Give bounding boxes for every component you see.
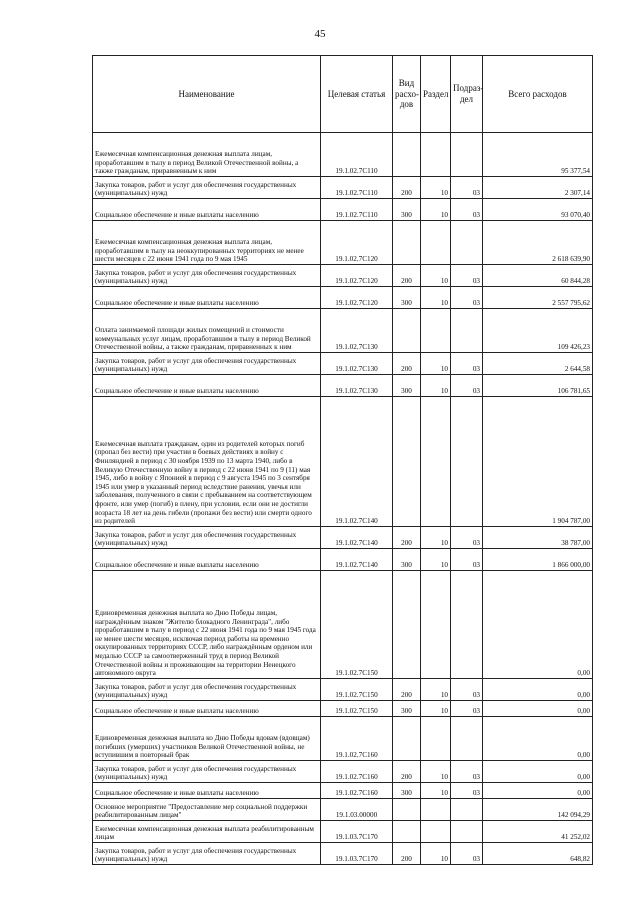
cell-total: 2 557 795,62 xyxy=(483,287,593,309)
cell-section: 10 xyxy=(421,375,451,397)
cell-name: Ежемесячная компенсационная денежная выплата лицам, проработавшим в тылу на неоккупированных территориях не менее шести месяцев с 22 июня 1941 года по 9 мая 1945 xyxy=(93,221,321,265)
cell-expense-type: 300 xyxy=(393,783,421,799)
cell-target-article: 19.1.02.7C130 xyxy=(321,353,393,375)
cell-total: 0,00 xyxy=(483,701,593,717)
cell-name: Закупка товаров, работ и услуг для обеспечения государственных (муниципальных) нужд xyxy=(93,353,321,375)
table-body xyxy=(93,133,593,865)
cell-total: 109 426,23 xyxy=(483,309,593,353)
cell-total: 2 618 639,90 xyxy=(483,221,593,265)
cell-target-article: 19.1.02.7C150 xyxy=(321,571,393,679)
cell-name: Социальное обеспечение и иные выплаты населению xyxy=(93,701,321,717)
cell-target-article: 19.1.02.7C110 xyxy=(321,133,393,177)
table-row xyxy=(93,199,593,221)
cell-target-article: 19.1.02.7C140 xyxy=(321,549,393,571)
table-row xyxy=(93,679,593,701)
cell-subsection: 03 xyxy=(451,549,483,571)
header-expense-type: Вид расхо-дов xyxy=(393,56,421,133)
table-row xyxy=(93,265,593,287)
cell-expense-type: 300 xyxy=(393,287,421,309)
cell-section: 10 xyxy=(421,199,451,221)
cell-subsection xyxy=(451,309,483,353)
header-name: Наименование xyxy=(93,56,321,133)
cell-total: 0,00 xyxy=(483,679,593,701)
header-target-article: Целевая статья xyxy=(321,56,393,133)
cell-name: Оплата занимаемой площади жилых помещений и стоимости коммунальных услуг лицам, проработавшим в тылу в период Великой Отечественной войны, а также гражданам, приравненных к ним xyxy=(93,309,321,353)
cell-subsection xyxy=(451,799,483,821)
cell-section: 10 xyxy=(421,783,451,799)
page-number: 45 xyxy=(314,28,326,40)
cell-total: 0,00 xyxy=(483,717,593,761)
cell-target-article: 19.1.02.7C160 xyxy=(321,783,393,799)
cell-total: 1 904 787,00 xyxy=(483,397,593,527)
cell-expense-type: 200 xyxy=(393,679,421,701)
cell-expense-type xyxy=(393,309,421,353)
table-row xyxy=(93,287,593,309)
cell-expense-type xyxy=(393,799,421,821)
cell-target-article: 19.1.02.7C110 xyxy=(321,199,393,221)
cell-subsection: 03 xyxy=(451,177,483,199)
cell-section xyxy=(421,571,451,679)
cell-expense-type: 300 xyxy=(393,549,421,571)
cell-subsection xyxy=(451,571,483,679)
table-row xyxy=(93,177,593,199)
cell-subsection xyxy=(451,397,483,527)
cell-name: Социальное обеспечение и иные выплаты населению xyxy=(93,549,321,571)
table-row xyxy=(93,397,593,527)
cell-expense-type xyxy=(393,133,421,177)
cell-expense-type xyxy=(393,821,421,843)
cell-total: 1 866 000,00 xyxy=(483,549,593,571)
cell-subsection: 03 xyxy=(451,527,483,549)
cell-section: 10 xyxy=(421,527,451,549)
table-row xyxy=(93,133,593,177)
cell-name: Закупка товаров, работ и услуг для обеспечения государственных (муниципальных) нужд xyxy=(93,527,321,549)
table-row xyxy=(93,375,593,397)
cell-subsection xyxy=(451,717,483,761)
cell-section: 10 xyxy=(421,843,451,865)
cell-subsection: 03 xyxy=(451,353,483,375)
cell-section: 10 xyxy=(421,761,451,783)
cell-name: Единовременная денежная выплата ко Дню Победы вдовам (вдовцам) погибших (умерших) участников Великой Отечественной войны, не вступившим в повторный брак xyxy=(93,717,321,761)
cell-subsection xyxy=(451,821,483,843)
cell-name: Закупка товаров, работ и услуг для обеспечения государственных (муниципальных) нужд xyxy=(93,679,321,701)
cell-total: 0,00 xyxy=(483,761,593,783)
cell-target-article: 19.1.02.7C160 xyxy=(321,761,393,783)
cell-expense-type: 200 xyxy=(393,843,421,865)
cell-section xyxy=(421,221,451,265)
cell-total: 41 252,02 xyxy=(483,821,593,843)
cell-target-article: 19.1.02.7C120 xyxy=(321,221,393,265)
header-total: Всего расходов xyxy=(483,56,593,133)
cell-section: 10 xyxy=(421,549,451,571)
cell-target-article: 19.1.02.7C120 xyxy=(321,287,393,309)
cell-expense-type: 300 xyxy=(393,375,421,397)
table-row xyxy=(93,783,593,799)
cell-section: 10 xyxy=(421,287,451,309)
cell-section: 10 xyxy=(421,177,451,199)
cell-subsection: 03 xyxy=(451,199,483,221)
cell-target-article: 19.1.02.7C130 xyxy=(321,309,393,353)
cell-total: 60 844,28 xyxy=(483,265,593,287)
cell-target-article: 19.1.02.7C140 xyxy=(321,397,393,527)
cell-target-article: 19.1.02.7C150 xyxy=(321,701,393,717)
cell-subsection: 03 xyxy=(451,287,483,309)
cell-total: 0,00 xyxy=(483,571,593,679)
cell-name: Социальное обеспечение и иные выплаты населению xyxy=(93,287,321,309)
cell-name: Социальное обеспечение и иные выплаты населению xyxy=(93,199,321,221)
cell-target-article: 19.1.02.7C140 xyxy=(321,527,393,549)
cell-name: Социальное обеспечение и иные выплаты населению xyxy=(93,783,321,799)
cell-total: 648,82 xyxy=(483,843,593,865)
budget-table xyxy=(92,55,593,865)
cell-section: 10 xyxy=(421,679,451,701)
cell-section: 10 xyxy=(421,353,451,375)
cell-expense-type xyxy=(393,571,421,679)
cell-total: 0,00 xyxy=(483,783,593,799)
header-subsection: Подраз-дел xyxy=(451,56,483,133)
cell-expense-type: 300 xyxy=(393,199,421,221)
cell-expense-type: 200 xyxy=(393,527,421,549)
cell-expense-type xyxy=(393,397,421,527)
cell-target-article: 19.1.02.7C110 xyxy=(321,177,393,199)
cell-section xyxy=(421,717,451,761)
header-section: Раздел xyxy=(421,56,451,133)
cell-target-article: 19.1.02.7C130 xyxy=(321,375,393,397)
table-row xyxy=(93,221,593,265)
cell-target-article: 19.1.03.7C170 xyxy=(321,843,393,865)
table-row xyxy=(93,353,593,375)
cell-expense-type: 200 xyxy=(393,265,421,287)
cell-target-article: 19.1.03.7C170 xyxy=(321,821,393,843)
cell-total: 93 070,40 xyxy=(483,199,593,221)
cell-name: Основное мероприятие "Предоставление мер социальной поддержки реабилитированным лицам" xyxy=(93,799,321,821)
cell-section xyxy=(421,309,451,353)
table-row xyxy=(93,717,593,761)
cell-total: 95 377,54 xyxy=(483,133,593,177)
cell-expense-type xyxy=(393,221,421,265)
table-row xyxy=(93,309,593,353)
cell-target-article: 19.1.02.7C150 xyxy=(321,679,393,701)
cell-total: 142 094,29 xyxy=(483,799,593,821)
table-row xyxy=(93,843,593,865)
cell-total: 2 307,14 xyxy=(483,177,593,199)
cell-subsection: 03 xyxy=(451,761,483,783)
cell-subsection: 03 xyxy=(451,701,483,717)
cell-name: Закупка товаров, работ и услуг для обеспечения государственных (муниципальных) нужд xyxy=(93,843,321,865)
cell-name: Закупка товаров, работ и услуг для обеспечения государственных (муниципальных) нужд xyxy=(93,177,321,199)
cell-name: Единовременная денежная выплата ко Дню Победы лицам, награждённым знаком "Жителю блокадного Ленинграда", либо проработавшим в тылу в период с 22 июня 1941 года по 9 мая 1945 года не менее шести месяцев, исключая период работы на временно оккупированных территориях СССР, либо награждённым орденом или медалью СССР за самоотверженный труд в период Великой Отечественной войны и проживающим на территории Ненецкого автономного округа xyxy=(93,571,321,679)
cell-name: Ежемесячная компенсационная денежная выплата реабилитированным лицам xyxy=(93,821,321,843)
cell-expense-type: 200 xyxy=(393,177,421,199)
cell-subsection xyxy=(451,133,483,177)
cell-target-article: 19.1.02.7C120 xyxy=(321,265,393,287)
cell-name: Ежемесячная выплата гражданам, один из родителей которых погиб (пропал без вести) при участии в боевых действиях в войну с Финляндией в период с 30 ноября 1939 по 13 марта 1940, либо в Великую Отечественную войну в период с 22 июня 1941 по 9 (11) мая 1945, либо в войну с Японией в период с 9 августа 1945 по 3 сентября 1945 или умер в указанный период вследствие ранения, увечья или заболевания, полученного в связи с пребыванием на соответствующем фронте, или умер (погиб) в плену, при условии, если они не достигли возраста 18 лет на день гибели (пропажи без вести) или смерти одного из родителей xyxy=(93,397,321,527)
cell-total: 38 787,00 xyxy=(483,527,593,549)
cell-name: Ежемесячная компенсационная денежная выплата лицам, проработавшим в тылу в период Великой Отечественной войны, а также гражданам, приравненным к ним xyxy=(93,133,321,177)
table-row xyxy=(93,821,593,843)
cell-target-article: 19.1.02.7C160 xyxy=(321,717,393,761)
cell-section: 10 xyxy=(421,265,451,287)
cell-total: 106 781,65 xyxy=(483,375,593,397)
table-row xyxy=(93,571,593,679)
cell-subsection: 03 xyxy=(451,265,483,287)
cell-subsection: 03 xyxy=(451,375,483,397)
cell-subsection: 03 xyxy=(451,679,483,701)
cell-subsection xyxy=(451,221,483,265)
cell-section xyxy=(421,133,451,177)
table-row xyxy=(93,799,593,821)
cell-expense-type xyxy=(393,717,421,761)
cell-name: Закупка товаров, работ и услуг для обеспечения государственных (муниципальных) нужд xyxy=(93,761,321,783)
cell-subsection: 03 xyxy=(451,843,483,865)
cell-name: Социальное обеспечение и иные выплаты населению xyxy=(93,375,321,397)
cell-section xyxy=(421,799,451,821)
cell-expense-type: 200 xyxy=(393,761,421,783)
cell-subsection: 03 xyxy=(451,783,483,799)
cell-expense-type: 300 xyxy=(393,701,421,717)
table-row xyxy=(93,527,593,549)
cell-total: 2 644,58 xyxy=(483,353,593,375)
table-row xyxy=(93,549,593,571)
table-row xyxy=(93,701,593,717)
table-header-row xyxy=(93,56,593,133)
table-row xyxy=(93,761,593,783)
cell-target-article: 19.1.03.00000 xyxy=(321,799,393,821)
cell-name: Закупка товаров, работ и услуг для обеспечения государственных (муниципальных) нужд xyxy=(93,265,321,287)
cell-section: 10 xyxy=(421,701,451,717)
cell-expense-type: 200 xyxy=(393,353,421,375)
cell-section xyxy=(421,821,451,843)
cell-section xyxy=(421,397,451,527)
